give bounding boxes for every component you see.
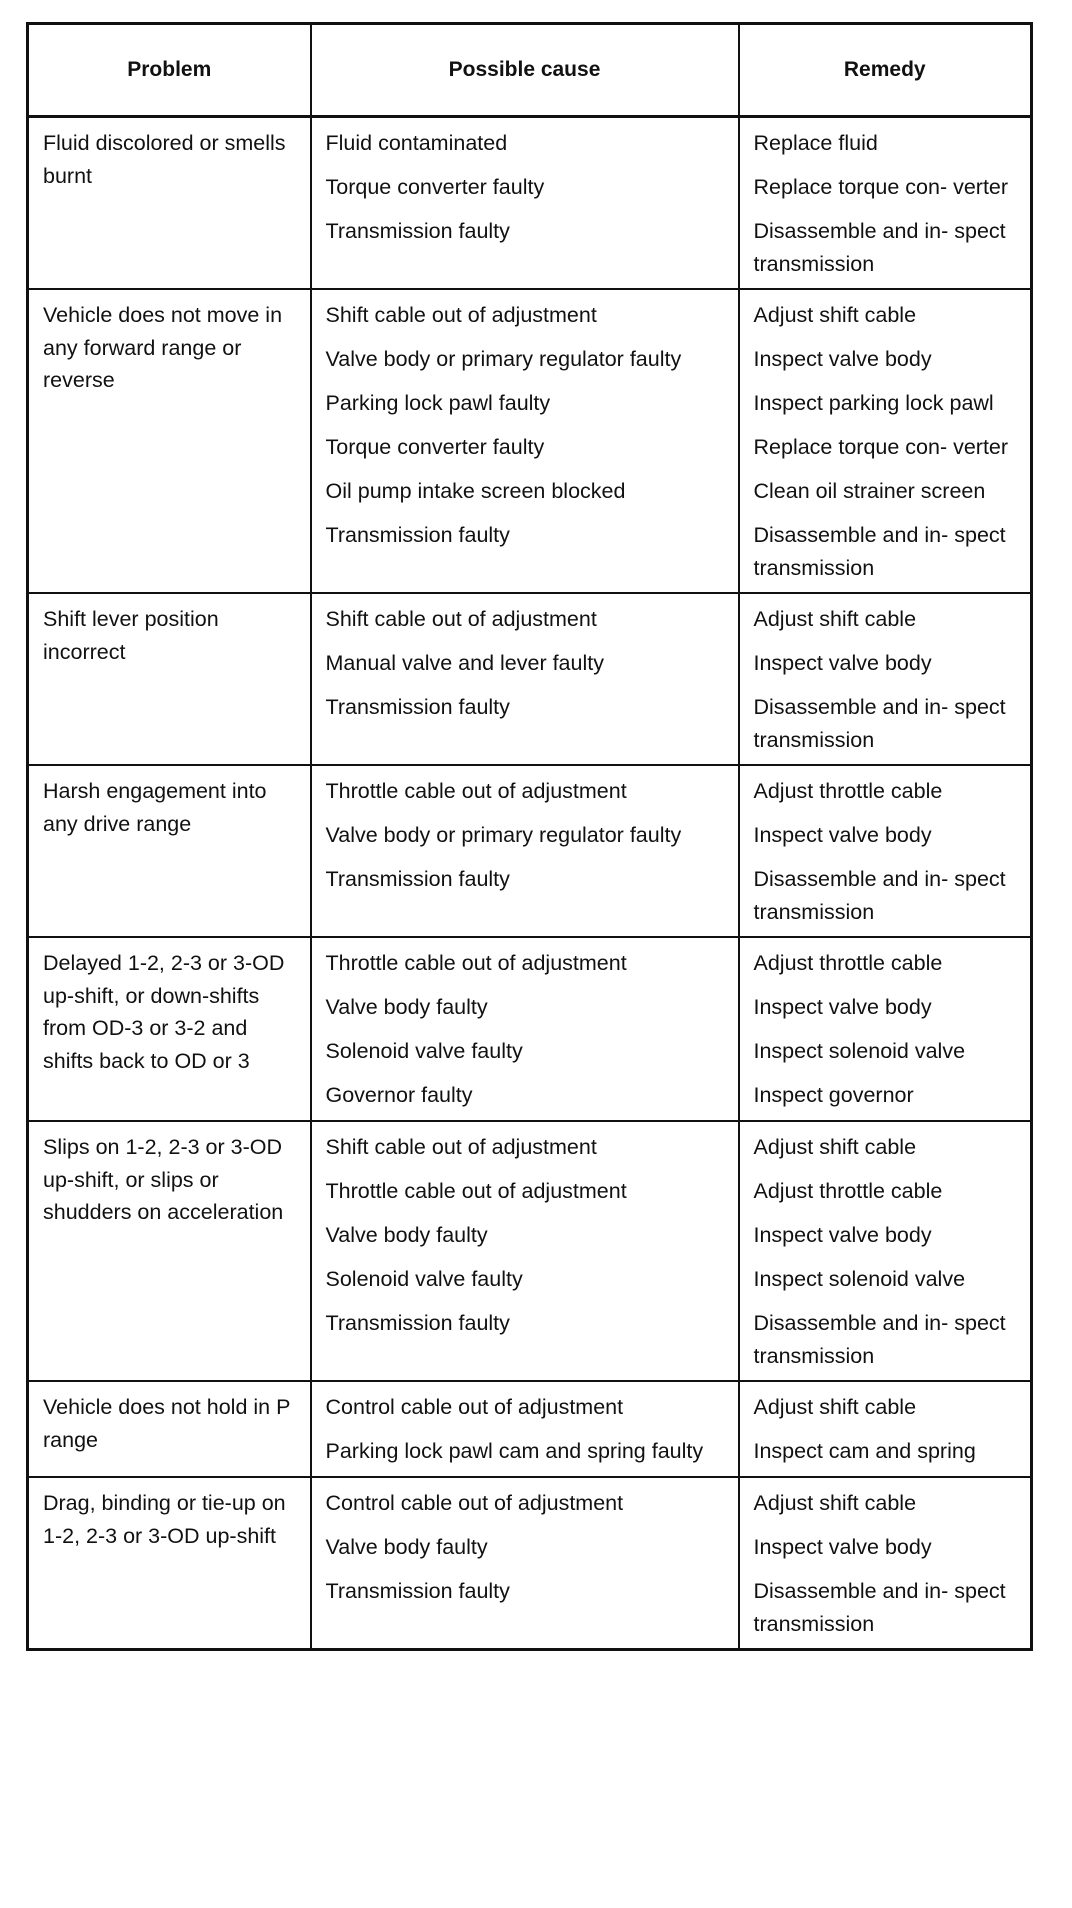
remedy-item bbox=[754, 475, 1025, 519]
cause-item bbox=[326, 691, 732, 756]
table-row bbox=[28, 289, 1032, 593]
cause-item bbox=[326, 519, 732, 584]
cause-item bbox=[326, 1175, 732, 1219]
table-body bbox=[28, 117, 1032, 1650]
remedy-cell bbox=[739, 937, 1032, 1121]
cause-text: Transmission faulty bbox=[325, 867, 510, 891]
remedy-text: Inspect solenoid valve bbox=[753, 1267, 966, 1291]
cause-cell bbox=[311, 117, 739, 290]
remedy-item bbox=[754, 863, 1025, 928]
cause-text: Governor faulty bbox=[325, 1083, 473, 1107]
remedy-text: Adjust shift cable bbox=[753, 1135, 917, 1159]
remedy-text: Inspect valve body bbox=[753, 1535, 932, 1559]
table-row bbox=[28, 1381, 1032, 1477]
remedy-text: Adjust shift cable bbox=[753, 1395, 917, 1419]
cause-text: Parking lock pawl faulty bbox=[325, 391, 551, 415]
problem-cell bbox=[28, 289, 311, 593]
cause-cell bbox=[311, 1121, 739, 1381]
cause-cell bbox=[311, 289, 739, 593]
cause-text: Transmission faulty bbox=[325, 1579, 510, 1603]
remedy-item bbox=[754, 1175, 1025, 1219]
remedy-item bbox=[754, 1035, 1025, 1079]
troubleshooting-table bbox=[26, 22, 1033, 1651]
table-row bbox=[28, 1121, 1032, 1381]
remedy-text: Inspect valve body bbox=[753, 651, 932, 675]
cause-text: Shift cable out of adjustment bbox=[325, 607, 597, 631]
remedy-text: Adjust throttle cable bbox=[753, 779, 943, 803]
table-header bbox=[28, 24, 1032, 117]
problem-text: Fluid discolored or smells burnt bbox=[43, 131, 286, 188]
cause-item bbox=[326, 1131, 732, 1175]
troubleshooting-table-container bbox=[26, 22, 1030, 1651]
remedy-cell bbox=[739, 593, 1032, 765]
remedy-item bbox=[754, 947, 1025, 991]
cause-item bbox=[326, 1391, 732, 1435]
problem-text: Vehicle does not move in any forward range or reverse bbox=[43, 303, 283, 392]
cause-text: Shift cable out of adjustment bbox=[325, 1135, 597, 1159]
problem-cell bbox=[28, 1477, 311, 1650]
cause-item bbox=[326, 431, 732, 475]
problem-text: Delayed 1-2, 2-3 or 3-OD up-shift, or down-shifts from OD-3 or 3-2 and shifts back to OD or 3 bbox=[43, 951, 285, 1073]
cause-item bbox=[326, 647, 732, 691]
remedy-cell bbox=[739, 1381, 1032, 1477]
cause-item bbox=[326, 1079, 732, 1112]
cause-text: Transmission faulty bbox=[325, 695, 510, 719]
remedy-item bbox=[754, 1263, 1025, 1307]
cause-cell bbox=[311, 1381, 739, 1477]
cause-text: Solenoid valve faulty bbox=[325, 1039, 523, 1063]
cause-cell bbox=[311, 1477, 739, 1650]
problem-cell bbox=[28, 765, 311, 937]
problem-cell bbox=[28, 117, 311, 290]
remedy-item bbox=[754, 431, 1025, 475]
cause-item bbox=[326, 127, 732, 171]
remedy-cell bbox=[739, 1121, 1032, 1381]
cause-item bbox=[326, 1487, 732, 1531]
cause-item bbox=[326, 863, 732, 928]
problem-cell bbox=[28, 937, 311, 1121]
header-problem: Problem bbox=[28, 24, 311, 117]
remedy-item bbox=[754, 819, 1025, 863]
cause-text: Valve body faulty bbox=[325, 995, 488, 1019]
remedy-text: Adjust shift cable bbox=[753, 607, 917, 631]
cause-cell bbox=[311, 593, 739, 765]
remedy-text: Disassemble and in- spect transmission bbox=[753, 1579, 1006, 1636]
remedy-text: Adjust shift cable bbox=[753, 1491, 917, 1515]
remedy-cell bbox=[739, 1477, 1032, 1650]
remedy-text: Inspect valve body bbox=[753, 347, 932, 371]
table-row bbox=[28, 937, 1032, 1121]
remedy-item bbox=[754, 1307, 1025, 1372]
cause-item bbox=[326, 171, 732, 215]
cause-item bbox=[326, 1219, 732, 1263]
header-remedy: Remedy bbox=[739, 24, 1032, 117]
remedy-text: Inspect cam and spring bbox=[753, 1439, 976, 1463]
cause-text: Throttle cable out of adjustment bbox=[325, 779, 627, 803]
remedy-text: Adjust throttle cable bbox=[753, 951, 943, 975]
remedy-text: Clean oil strainer screen bbox=[753, 479, 986, 503]
cause-item bbox=[326, 603, 732, 647]
remedy-item bbox=[754, 1131, 1025, 1175]
remedy-text: Inspect valve body bbox=[753, 823, 932, 847]
cause-text: Control cable out of adjustment bbox=[325, 1395, 624, 1419]
cause-cell bbox=[311, 765, 739, 937]
table-row bbox=[28, 765, 1032, 937]
cause-item bbox=[326, 991, 732, 1035]
remedy-text: Disassemble and in- spect transmission bbox=[753, 523, 1006, 580]
remedy-item bbox=[754, 387, 1025, 431]
remedy-text: Inspect valve body bbox=[753, 1223, 932, 1247]
cause-item bbox=[326, 819, 732, 863]
cause-text: Throttle cable out of adjustment bbox=[325, 951, 627, 975]
cause-item bbox=[326, 343, 732, 387]
problem-text: Slips on 1-2, 2-3 or 3-OD up-shift, or slips or shudders on acceleration bbox=[43, 1135, 284, 1224]
cause-item bbox=[326, 1531, 732, 1575]
problem-text: Harsh engagement into any drive range bbox=[43, 779, 267, 836]
cause-text: Solenoid valve faulty bbox=[325, 1267, 523, 1291]
cause-item bbox=[326, 1575, 732, 1640]
table-row bbox=[28, 117, 1032, 290]
cause-text: Parking lock pawl cam and spring faulty bbox=[325, 1439, 704, 1463]
remedy-text: Disassemble and in- spect transmission bbox=[753, 867, 1006, 924]
remedy-cell bbox=[739, 765, 1032, 937]
problem-cell bbox=[28, 593, 311, 765]
remedy-cell bbox=[739, 289, 1032, 593]
problem-text: Vehicle does not hold in P range bbox=[43, 1395, 291, 1452]
cause-text: Transmission faulty bbox=[325, 523, 510, 547]
remedy-text: Adjust throttle cable bbox=[753, 1179, 943, 1203]
cause-item bbox=[326, 299, 732, 343]
cause-item bbox=[326, 1263, 732, 1307]
remedy-item bbox=[754, 343, 1025, 387]
cause-text: Fluid contaminated bbox=[325, 131, 508, 155]
cause-item bbox=[326, 387, 732, 431]
remedy-item bbox=[754, 1531, 1025, 1575]
remedy-text: Inspect parking lock pawl bbox=[753, 391, 994, 415]
remedy-text: Inspect governor bbox=[753, 1083, 914, 1107]
remedy-cell bbox=[739, 117, 1032, 290]
remedy-item bbox=[754, 299, 1025, 343]
remedy-item bbox=[754, 1079, 1025, 1112]
remedy-text: Disassemble and in- spect transmission bbox=[753, 695, 1006, 752]
remedy-text: Inspect solenoid valve bbox=[753, 1039, 966, 1063]
remedy-item bbox=[754, 1487, 1025, 1531]
cause-cell bbox=[311, 937, 739, 1121]
cause-text: Valve body faulty bbox=[325, 1223, 488, 1247]
cause-text: Torque converter faulty bbox=[325, 175, 545, 199]
remedy-text: Replace torque con- verter bbox=[753, 175, 1009, 199]
remedy-item bbox=[754, 603, 1025, 647]
problem-cell bbox=[28, 1121, 311, 1381]
remedy-item bbox=[754, 1435, 1025, 1468]
cause-text: Valve body or primary regulator faulty bbox=[325, 347, 682, 371]
remedy-text: Adjust shift cable bbox=[753, 303, 917, 327]
cause-text: Transmission faulty bbox=[325, 1311, 510, 1335]
remedy-item bbox=[754, 775, 1025, 819]
remedy-text: Disassemble and in- spect transmission bbox=[753, 219, 1006, 276]
cause-text: Manual valve and lever faulty bbox=[325, 651, 604, 675]
remedy-item bbox=[754, 1219, 1025, 1263]
table-row bbox=[28, 593, 1032, 765]
table-row bbox=[28, 1477, 1032, 1650]
cause-item bbox=[326, 1035, 732, 1079]
cause-text: Valve body or primary regulator faulty bbox=[325, 823, 682, 847]
remedy-text: Replace torque con- verter bbox=[753, 435, 1009, 459]
problem-text: Shift lever position incorrect bbox=[43, 607, 219, 664]
cause-text: Shift cable out of adjustment bbox=[325, 303, 597, 327]
header-row bbox=[28, 24, 1032, 117]
cause-text: Control cable out of adjustment bbox=[325, 1491, 624, 1515]
remedy-item bbox=[754, 1391, 1025, 1435]
problem-text: Drag, binding or tie-up on 1-2, 2-3 or 3-OD up-shift bbox=[43, 1491, 286, 1548]
remedy-item bbox=[754, 691, 1025, 756]
cause-text: Throttle cable out of adjustment bbox=[325, 1179, 627, 1203]
cause-text: Transmission faulty bbox=[325, 219, 510, 243]
cause-item bbox=[326, 947, 732, 991]
cause-text: Valve body faulty bbox=[325, 1535, 488, 1559]
cause-item bbox=[326, 1307, 732, 1372]
remedy-text: Disassemble and in- spect transmission bbox=[753, 1311, 1006, 1368]
remedy-text: Replace fluid bbox=[753, 131, 878, 155]
remedy-item bbox=[754, 171, 1025, 215]
cause-item bbox=[326, 775, 732, 819]
remedy-item bbox=[754, 215, 1025, 280]
cause-item bbox=[326, 215, 732, 280]
header-possible-cause: Possible cause bbox=[311, 24, 739, 117]
cause-item bbox=[326, 1435, 732, 1468]
cause-text: Oil pump intake screen blocked bbox=[325, 479, 626, 503]
remedy-item bbox=[754, 127, 1025, 171]
cause-item bbox=[326, 475, 732, 519]
remedy-item bbox=[754, 647, 1025, 691]
remedy-item bbox=[754, 991, 1025, 1035]
remedy-item bbox=[754, 519, 1025, 584]
cause-text: Torque converter faulty bbox=[325, 435, 545, 459]
problem-cell bbox=[28, 1381, 311, 1477]
remedy-item bbox=[754, 1575, 1025, 1640]
remedy-text: Inspect valve body bbox=[753, 995, 932, 1019]
